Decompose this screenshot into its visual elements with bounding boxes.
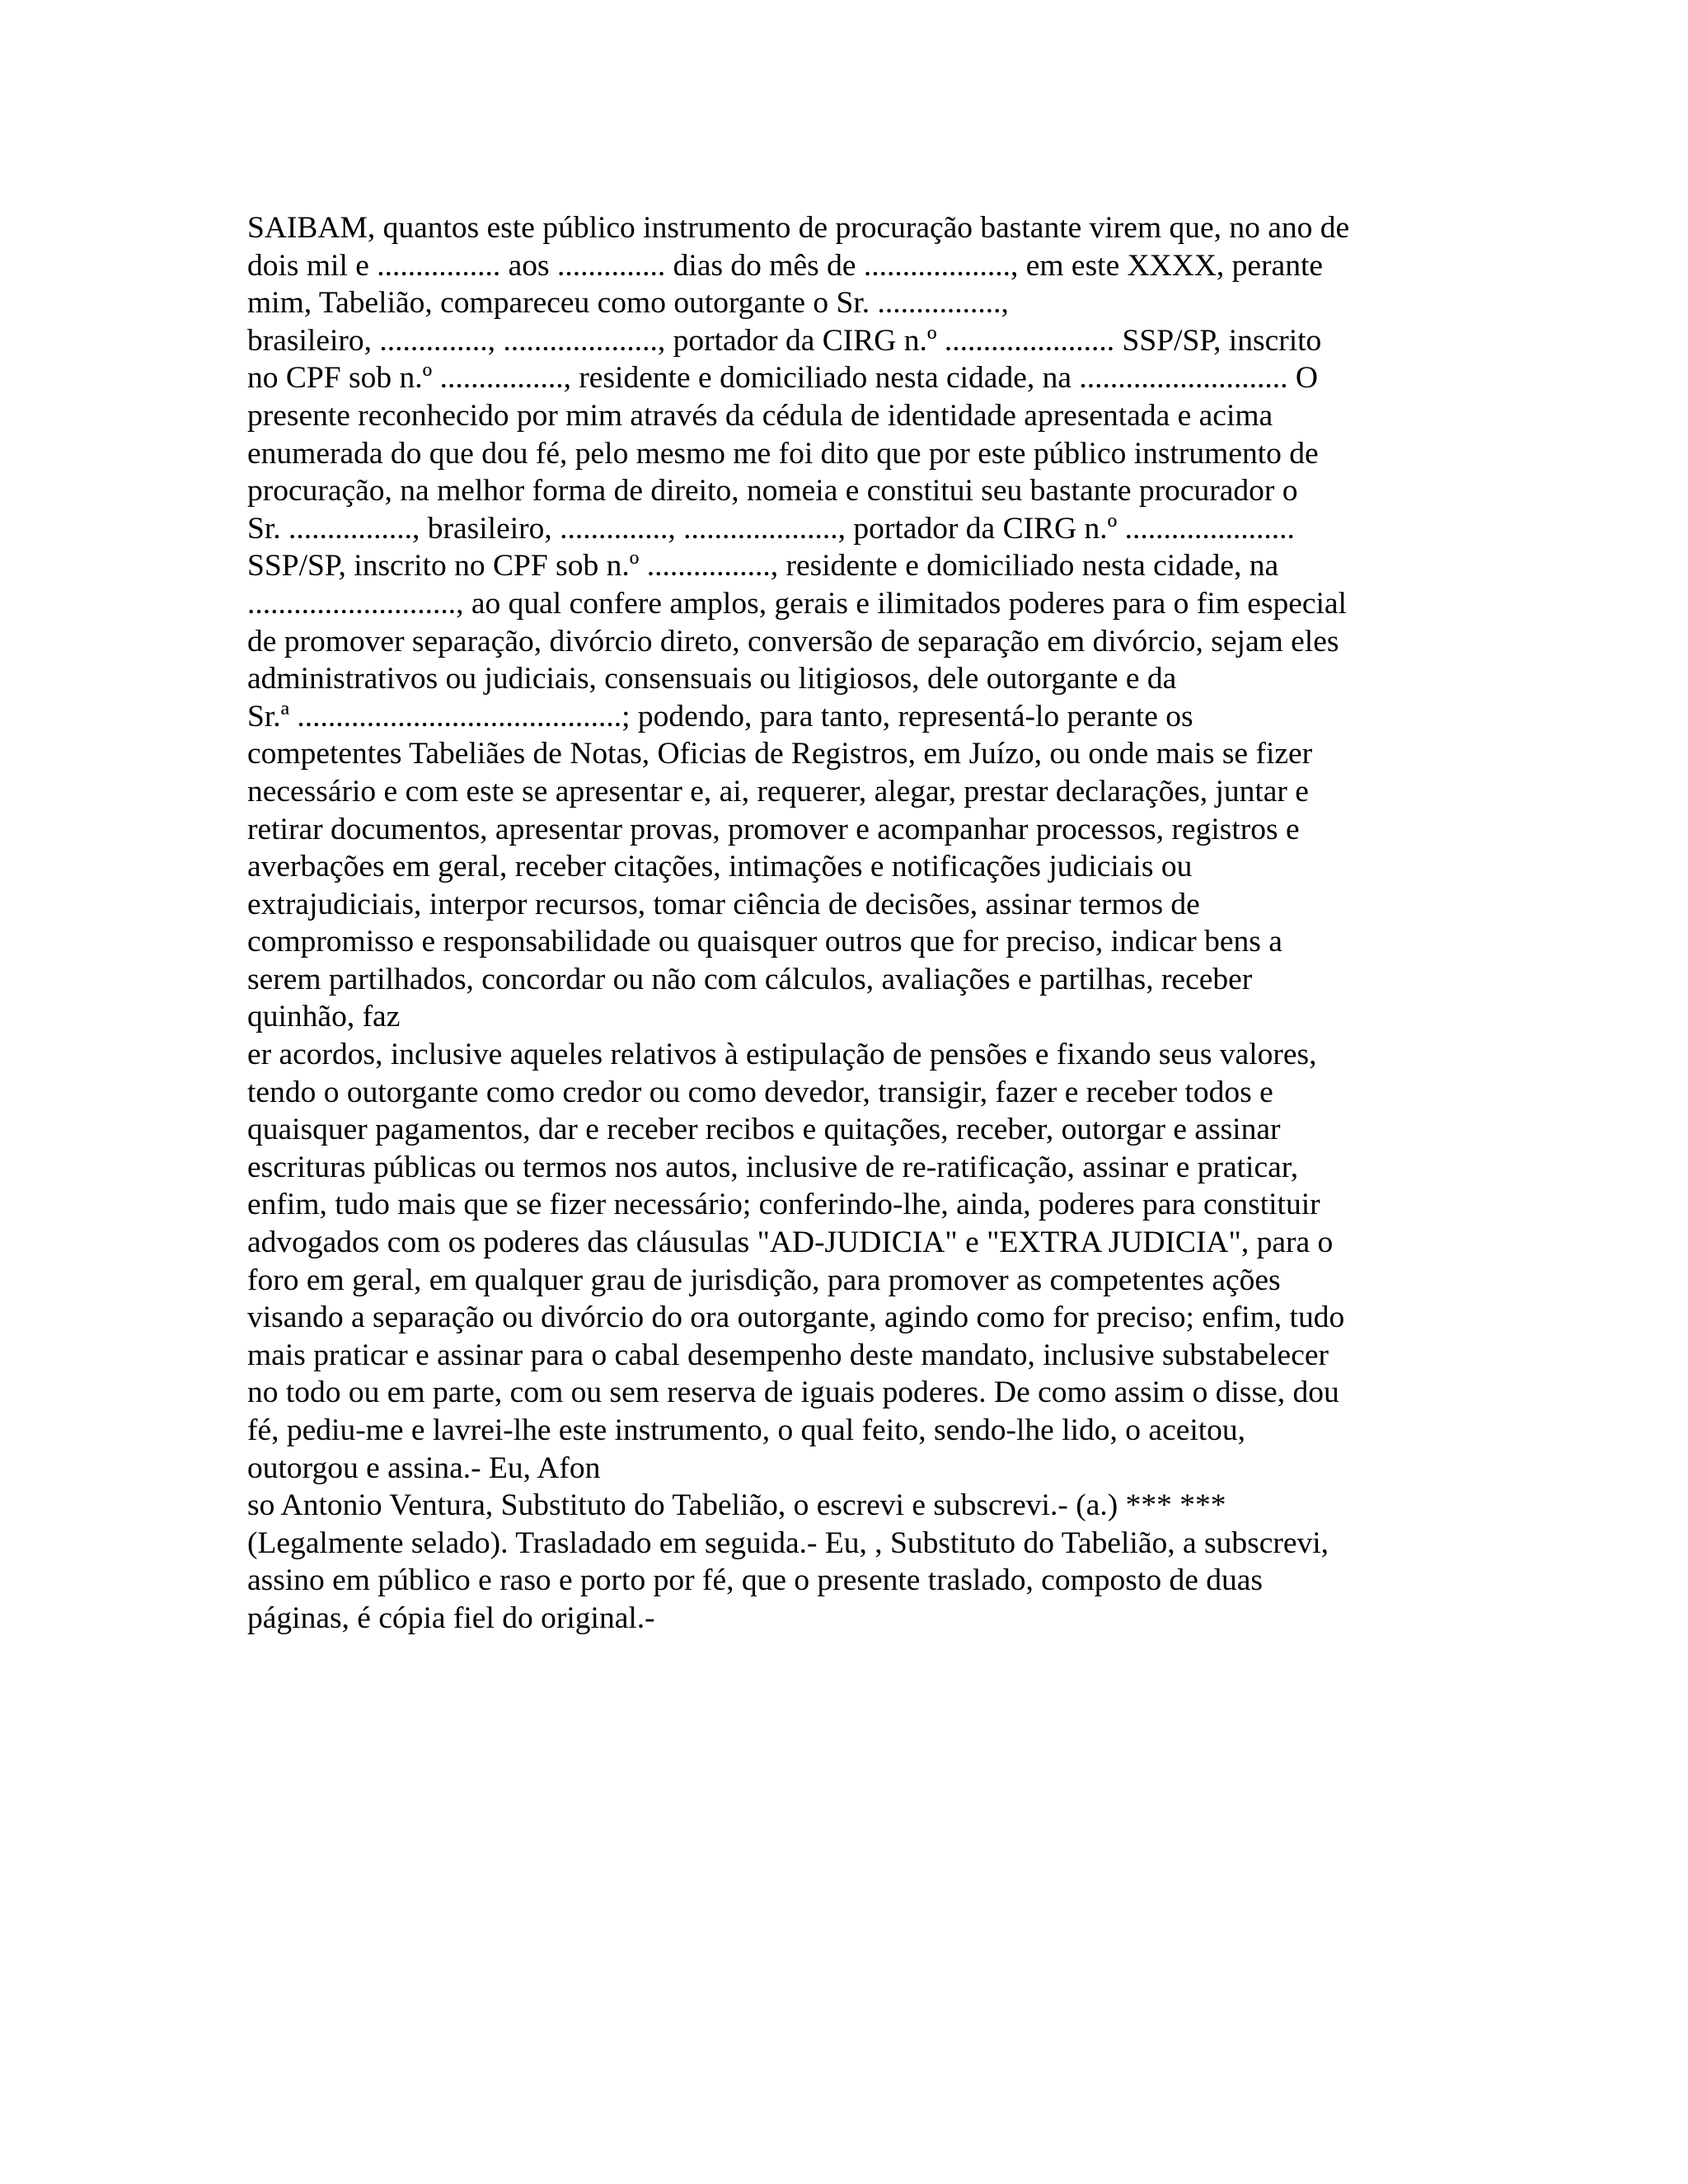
procuracao-body-text [247,209,1451,1638]
text-line: dois mil e ................ aos .............. dias do mês de ..................., em este XXXX, perante [247,248,1324,283]
text-line: fé, pediu-me e lavrei-lhe este instrumento, o qual feito, sendo-lhe lido, o aceitou, [247,1413,1246,1447]
text-line: presente reconhecido por mim através da cédula de identidade apresentada e acima [247,398,1273,433]
text-line: quaisquer pagamentos, dar e receber recibos e quitações, receber, outorgar e assinar [247,1113,1281,1147]
text-line: necessário e com este se apresentar e, ai, requerer, alegar, prestar declarações, juntar e [247,774,1309,808]
text-line: no CPF sob n.º ................, residente e domiciliado nesta cidade, na ........................... O [247,361,1318,396]
text-line: mim, Tabelião, compareceu como outorgante o Sr. ................, [247,286,1009,321]
text-line: administrativos ou judiciais, consensuais ou litigiosos, dele outorgante e da [247,662,1177,696]
text-line: Sr.ª ..........................................; podendo, para tanto, representá-lo perante os [247,699,1193,733]
text-line: quinhão, faz [247,1000,401,1034]
text-line: retirar documentos, apresentar provas, promover e acompanhar processos, registros e [247,812,1300,846]
text-line: enumerada do que dou fé, pelo mesmo me foi dito que por este público instrumento de [247,436,1319,471]
text-line: ..........................., ao qual confere amplos, gerais e ilimitados poderes para o fim especial [247,586,1347,621]
text-line: de promover separação, divórcio direto, conversão de separação em divórcio, sejam eles [247,624,1339,658]
text-line: escrituras públicas ou termos nos autos, inclusive de re-ratificação, assinar e praticar, [247,1150,1299,1184]
text-line: no todo ou em parte, com ou sem reserva de iguais poderes. De como assim o disse, dou [247,1376,1339,1410]
text-line: brasileiro, .............., ...................., portador da CIRG n.º ...................... SSP/SP, inscrito [247,323,1322,358]
text-line: enfim, tudo mais que se fizer necessário; conferindo-lhe, ainda, poderes para constituir [247,1188,1320,1222]
text-line: SSP/SP, inscrito no CPF sob n.º ................, residente e domiciliado nesta cidade, na [247,549,1279,583]
text-line: páginas, é cópia fiel do original.- [247,1601,655,1635]
text-line: assino em público e raso e porto por fé, que o presente traslado, composto de duas [247,1563,1263,1598]
text-line: serem partilhados, concordar ou não com cálculos, avaliações e partilhas, receber [247,962,1253,996]
text-line: tendo o outorgante como credor ou como devedor, transigir, fazer e receber todos e [247,1075,1273,1109]
text-line: (Legalmente selado). Trasladado em seguida.- Eu, , Substituto do Tabelião, a subscrevi, [247,1526,1329,1560]
text-line: competentes Tabeliães de Notas, Oficias de Registros, em Juízo, ou onde mais se fizer [247,737,1313,771]
text-line: mais praticar e assinar para o cabal desempenho deste mandato, inclusive substabelecer [247,1338,1329,1372]
text-line: foro em geral, em qualquer grau de jurisdição, para promover as competentes ações [247,1263,1281,1297]
text-line: procuração, na melhor forma de direito, nomeia e constitui seu bastante procurador o [247,474,1298,509]
text-line: visando a separação ou divórcio do ora outorgante, agindo como for preciso; enfim, tudo [247,1301,1345,1335]
text-line: so Antonio Ventura, Substituto do Tabelião, o escrevi e subscrevi.- (a.) *** *** [247,1488,1226,1523]
text-line: Sr. ................, brasileiro, .............., ...................., portador da CIRG n.º ...................... [247,511,1295,546]
text-line: extrajudiciais, interpor recursos, tomar ciência de decisões, assinar termos de [247,887,1200,921]
text-line: advogados com os poderes das cláusulas "AD-JUDICIA" e "EXTRA JUDICIA", para o [247,1226,1334,1260]
text-line: averbações em geral, receber citações, intimações e notificações judiciais ou [247,850,1193,884]
text-line: outorgou e assina.- Eu, Afon [247,1451,601,1485]
text-line: er acordos, inclusive aqueles relativos à estipulação de pensões e fixando seus valores, [247,1038,1317,1072]
text-line: SAIBAM, quantos este público instrumento de procuração bastante virem que, no ano de [247,211,1350,245]
text-line: compromisso e responsabilidade ou quaisquer outros que for preciso, indicar bens a [247,925,1282,959]
